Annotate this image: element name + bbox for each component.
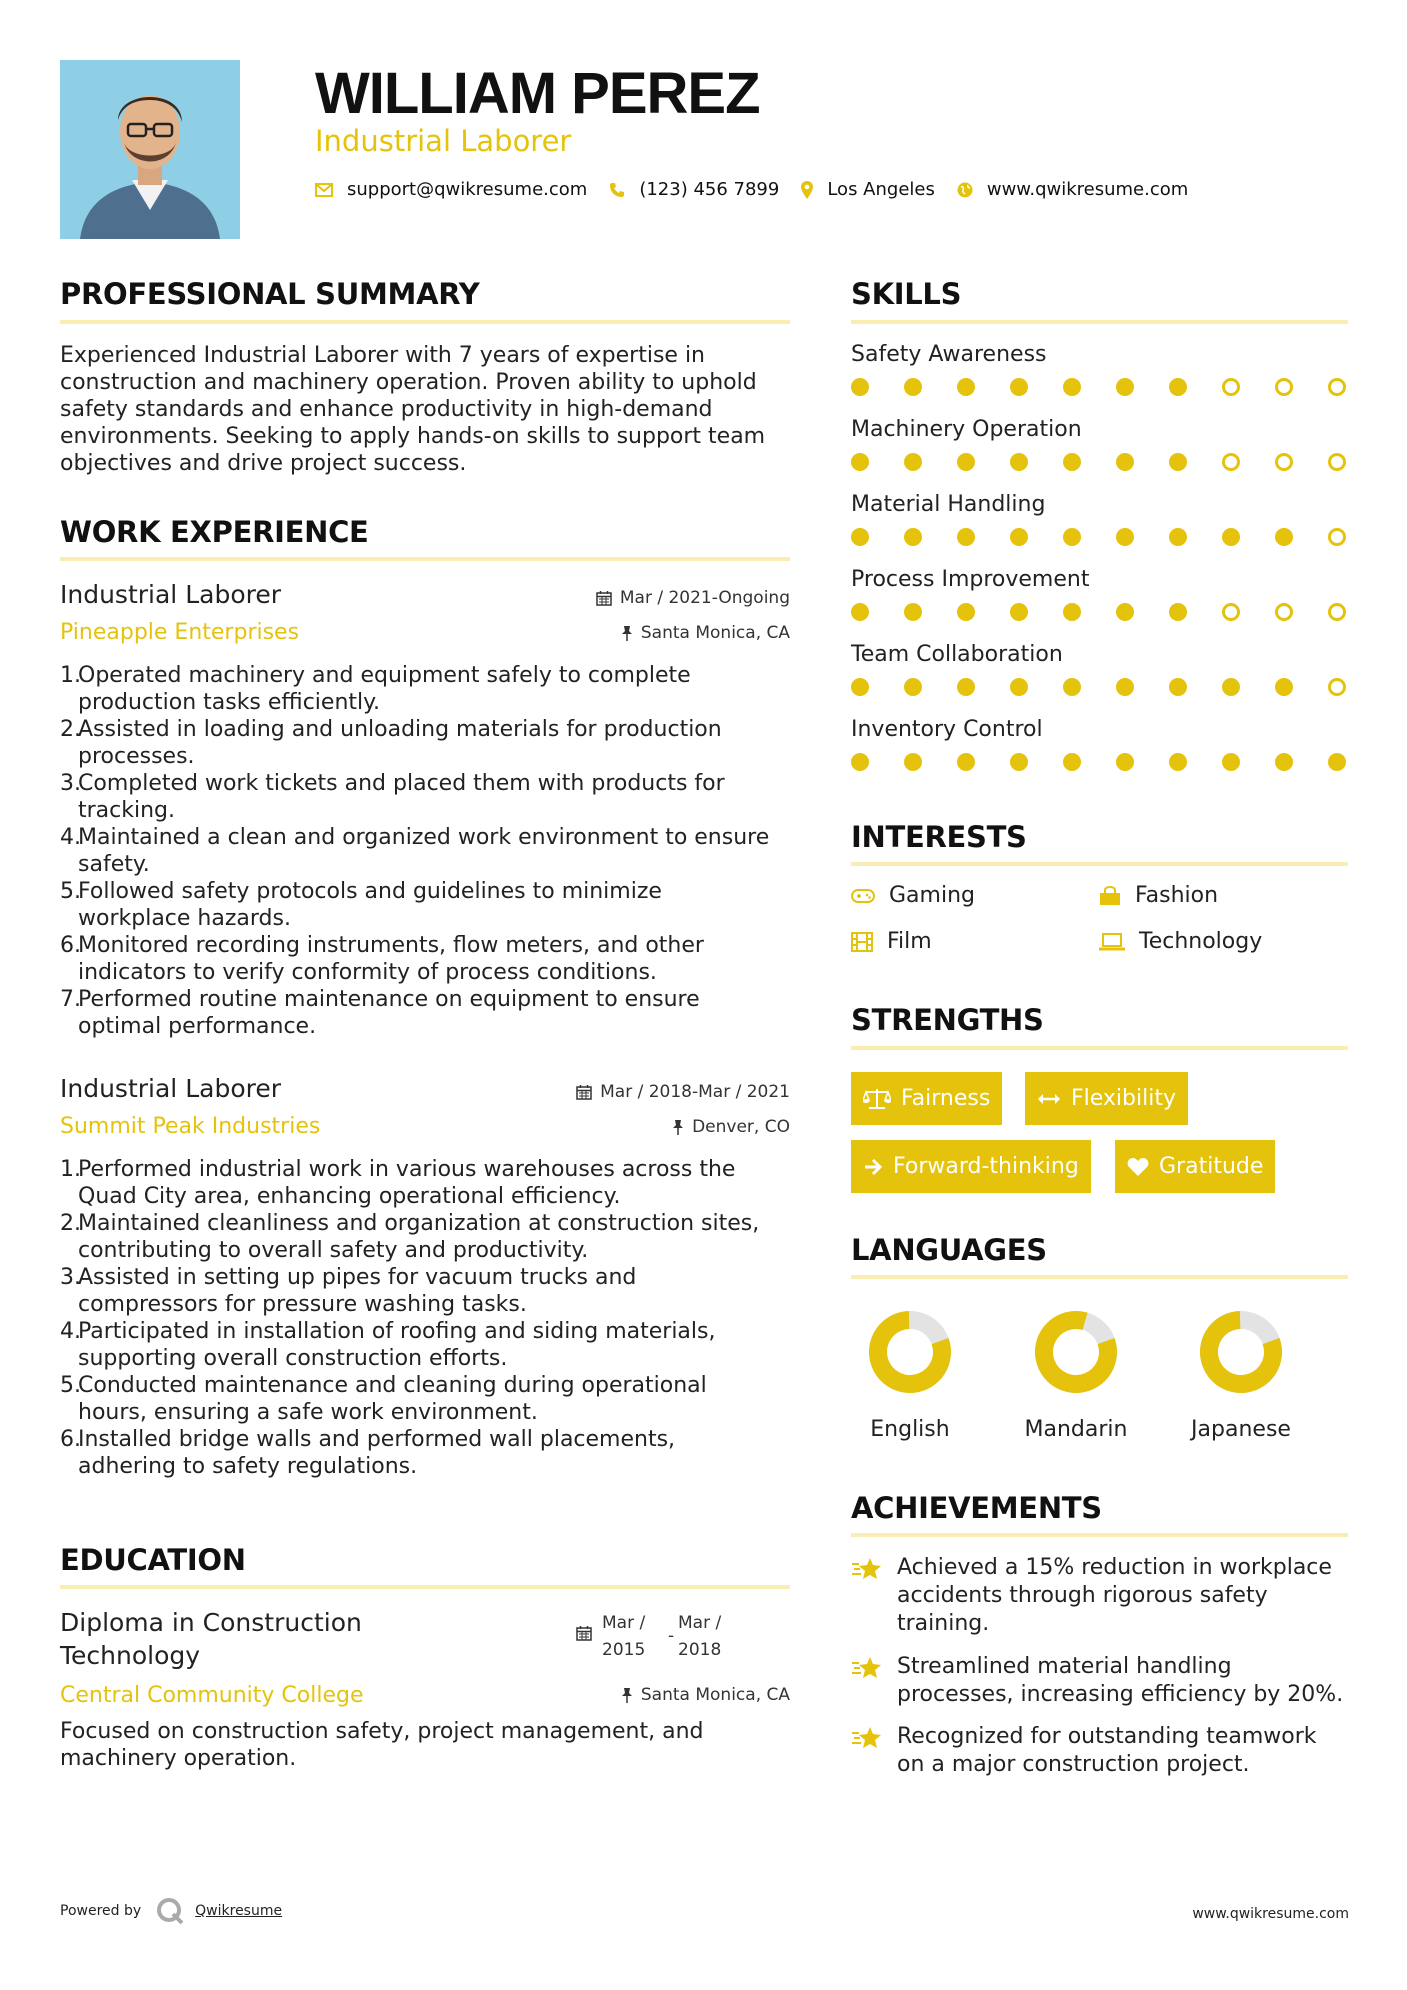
rating-dot-filled: [1010, 753, 1028, 771]
contact-website[interactable]: [957, 179, 1188, 200]
rating-dot-filled: [1169, 378, 1187, 396]
rating-dot-filled: [1222, 753, 1240, 771]
rating-dot-filled: [1010, 378, 1028, 396]
rating-dot-filled: [957, 378, 975, 396]
qwikresume-logo-icon: [155, 1896, 185, 1926]
rating-dot-filled: [1063, 378, 1081, 396]
job2-role: Industrial Laborer: [60, 1074, 281, 1103]
list-item: 4. Participated in installation of roofing and siding materials, supporting overall construction efforts.: [60, 1319, 716, 1371]
skill-label: Inventory Control: [851, 717, 1043, 742]
calendar-icon: [576, 1084, 592, 1100]
skill-rating: [851, 453, 1351, 473]
globe-icon: [957, 182, 973, 198]
rating-dot-filled: [1116, 378, 1134, 396]
skill-rating: [851, 603, 1351, 623]
rating-dot-filled: [851, 528, 869, 546]
rating-dot-empty: [1222, 453, 1240, 471]
language-proficiency-ring: [867, 1309, 953, 1395]
job1-duties: [60, 662, 805, 1040]
summary-text: Experienced Industrial Laborer with 7 years of expertise in construction and machinery operation. Proven ability to uphold safety standards and enhance productivity in high-demand environments. Seeking to apply hands-on skills to support team objectives and drive project success.: [60, 343, 766, 476]
strengths-rule: [851, 1046, 1348, 1050]
skill-item: [851, 492, 1351, 548]
footer-powered-by: [60, 1896, 282, 1926]
interest-gaming: [851, 883, 975, 908]
list-item: 6. Installed bridge walls and performed wall placements, adhering to safety regulations.: [60, 1427, 676, 1479]
edu-school: Central Community College: [60, 1683, 364, 1708]
list-item: 6. Monitored recording instruments, flow meters, and other indicators to verify conformity of process conditions.: [60, 933, 704, 985]
interest-technology: [1099, 929, 1262, 954]
rating-dot-empty: [1328, 528, 1346, 546]
job1-location: [621, 623, 790, 643]
star-award-icon: [851, 1556, 883, 1582]
interest-film: [851, 929, 932, 954]
rating-dot-empty: [1222, 378, 1240, 396]
rating-dot-empty: [1275, 378, 1293, 396]
strength-gratitude: [1115, 1140, 1275, 1193]
contact-location-text: Los Angeles: [827, 179, 935, 200]
pushpin-icon: [672, 1119, 684, 1135]
job1-location-text: Santa Monica, CA: [640, 623, 790, 643]
contact-phone-text: (123) 456 7899: [639, 179, 780, 200]
rating-dot-filled: [957, 678, 975, 696]
rating-dot-filled: [1222, 678, 1240, 696]
education-heading: EDUCATION: [60, 1543, 246, 1577]
skill-item: [851, 642, 1351, 698]
job2-location-text: Denver, CO: [692, 1117, 790, 1137]
edu-location-text: Santa Monica, CA: [640, 1685, 790, 1705]
contact-email-text: support@qwikresume.com: [347, 179, 588, 200]
language-proficiency-ring: [1033, 1309, 1119, 1395]
rating-dot-filled: [1010, 678, 1028, 696]
interests-rule: [851, 862, 1348, 866]
rating-dot-filled: [1275, 678, 1293, 696]
skill-rating: [851, 378, 1351, 398]
strength-label: Gratitude: [1159, 1154, 1264, 1179]
achievements-heading: ACHIEVEMENTS: [851, 1491, 1102, 1525]
rating-dot-filled: [1063, 678, 1081, 696]
interests-heading: INTERESTS: [851, 820, 1027, 854]
candidate-name: WILLIAM PEREZ: [315, 61, 760, 126]
strength-flexibility: [1025, 1072, 1188, 1125]
skill-label: Safety Awareness: [851, 342, 1047, 367]
rating-dot-empty: [1328, 678, 1346, 696]
skill-rating: [851, 528, 1351, 548]
interest-fashion: [1099, 883, 1218, 908]
rating-dot-filled: [1116, 528, 1134, 546]
interest-label: Film: [887, 929, 932, 954]
job1-dates-text: Mar / 2021-Ongoing: [619, 588, 790, 608]
language-item: [1171, 1309, 1311, 1442]
location-pin-icon: [801, 181, 813, 199]
list-item: 4. Maintained a clean and organized work environment to ensure safety.: [60, 825, 770, 877]
job2-duties: [60, 1156, 805, 1480]
rating-dot-filled: [957, 753, 975, 771]
rating-dot-filled: [957, 453, 975, 471]
job1-dates: [596, 588, 790, 608]
footer-website[interactable]: www.qwikresume.com: [1192, 1906, 1349, 1922]
rating-dot-filled: [851, 453, 869, 471]
strength-forward-thinking: [851, 1140, 1091, 1193]
rating-dot-filled: [1275, 753, 1293, 771]
rating-dot-filled: [851, 678, 869, 696]
rating-dot-empty: [1328, 453, 1346, 471]
rating-dot-filled: [957, 603, 975, 621]
rating-dot-filled: [904, 453, 922, 471]
contact-phone[interactable]: [609, 179, 779, 200]
summary-heading: PROFESSIONAL SUMMARY: [60, 277, 480, 311]
arrows-horizontal-icon: [1037, 1092, 1061, 1106]
shopping-bag-icon: [1099, 886, 1121, 906]
rating-dot-filled: [1169, 603, 1187, 621]
rating-dot-filled: [1063, 603, 1081, 621]
rating-dot-filled: [1169, 753, 1187, 771]
list-item: 2. Maintained cleanliness and organization at construction sites, contributing to overall safety and productivity.: [60, 1211, 760, 1263]
arrow-right-icon: [863, 1158, 883, 1176]
pushpin-icon: [621, 625, 633, 641]
qwikresume-link[interactable]: Qwikresume: [195, 1903, 283, 1919]
skill-rating: [851, 678, 1351, 698]
interest-label: Gaming: [889, 883, 975, 908]
strength-label: Forward-thinking: [893, 1154, 1079, 1179]
skill-label: Material Handling: [851, 492, 1046, 517]
strength-label: Fairness: [901, 1086, 991, 1111]
interest-label: Fashion: [1135, 883, 1219, 908]
rating-dot-filled: [1222, 528, 1240, 546]
rating-dot-filled: [851, 378, 869, 396]
star-award-icon: [851, 1725, 883, 1751]
job2-dates: [576, 1082, 790, 1102]
rating-dot-empty: [1275, 453, 1293, 471]
languages-rule: [851, 1275, 1348, 1279]
language-proficiency-ring: [1198, 1309, 1284, 1395]
rating-dot-filled: [1275, 528, 1293, 546]
rating-dot-filled: [904, 753, 922, 771]
skill-label: Team Collaboration: [851, 642, 1063, 667]
rating-dot-filled: [1116, 753, 1134, 771]
list-item: 3. Completed work tickets and placed them with products for tracking.: [60, 771, 725, 823]
profile-photo: [60, 60, 240, 239]
edu-location: [621, 1685, 790, 1705]
skill-item: [851, 717, 1351, 773]
rating-dot-filled: [1116, 453, 1134, 471]
interest-label: Technology: [1139, 929, 1263, 954]
skill-rating: [851, 753, 1351, 773]
rating-dot-filled: [851, 603, 869, 621]
candidate-title: Industrial Laborer: [315, 124, 572, 158]
rating-dot-empty: [1328, 603, 1346, 621]
rating-dot-filled: [904, 678, 922, 696]
star-award-icon: [851, 1655, 883, 1681]
rating-dot-filled: [904, 378, 922, 396]
education-rule: [60, 1585, 790, 1589]
rating-dot-empty: [1275, 603, 1293, 621]
rating-dot-filled: [1010, 603, 1028, 621]
list-item: 5. Conducted maintenance and cleaning during operational hours, ensuring a safe work environment.: [60, 1373, 707, 1425]
rating-dot-filled: [1169, 528, 1187, 546]
achievement-item: Recognized for outstanding teamwork on a major construction project.: [851, 1723, 1351, 1779]
job1-company: Pineapple Enterprises: [60, 620, 300, 645]
job2-dates-text: Mar / 2018-Mar / 2021: [600, 1082, 790, 1102]
skill-label: Machinery Operation: [851, 417, 1082, 442]
list-item: 2. Assisted in loading and unloading materials for production processes.: [60, 717, 722, 769]
rating-dot-filled: [1116, 678, 1134, 696]
rating-dot-filled: [1010, 528, 1028, 546]
work-rule: [60, 557, 790, 561]
achievement-item: Achieved a 15% reduction in workplace accidents through rigorous safety training.: [851, 1554, 1351, 1638]
language-label: English: [870, 1417, 950, 1442]
rating-dot-filled: [1169, 453, 1187, 471]
heart-icon: [1127, 1157, 1149, 1177]
pushpin-icon: [621, 1687, 633, 1703]
job2-location: [672, 1117, 790, 1137]
rating-dot-filled: [1010, 453, 1028, 471]
rating-dot-empty: [1328, 378, 1346, 396]
phone-icon: [609, 182, 625, 198]
language-label: Japanese: [1191, 1417, 1291, 1442]
skill-item: [851, 417, 1351, 473]
list-item: 1. Performed industrial work in various warehouses across the Quad City area, enhancing operational efficiency.: [60, 1157, 736, 1209]
edu-degree: Diploma in Construction Technology: [60, 1608, 362, 1670]
gamepad-icon: [851, 888, 875, 904]
summary-rule: [60, 320, 790, 324]
rating-dot-filled: [1169, 678, 1187, 696]
contact-email[interactable]: [315, 179, 587, 200]
rating-dot-filled: [957, 528, 975, 546]
job2-company: Summit Peak Industries: [60, 1114, 321, 1139]
list-item: 1. Operated machinery and equipment safely to complete production tasks efficiently.: [60, 663, 691, 715]
edu-description: Focused on construction safety, project management, and machinery operation.: [60, 1719, 704, 1771]
achievement-item: Streamlined material handling processes, increasing efficiency by 20%.: [851, 1653, 1351, 1709]
language-item: [840, 1309, 980, 1442]
skills-rule: [851, 320, 1348, 324]
rating-dot-filled: [904, 528, 922, 546]
laptop-icon: [1099, 933, 1125, 951]
strength-label: Flexibility: [1071, 1086, 1176, 1111]
language-item: [1006, 1309, 1146, 1442]
language-label: Mandarin: [1024, 1417, 1128, 1442]
balance-scale-icon: [863, 1088, 891, 1110]
work-heading: WORK EXPERIENCE: [60, 515, 369, 549]
calendar-icon: [596, 590, 612, 606]
list-item: 3. Assisted in setting up pipes for vacuum trucks and compressors for pressure washing tasks.: [60, 1265, 637, 1317]
achievements-rule: [851, 1533, 1348, 1537]
job1-role: Industrial Laborer: [60, 580, 281, 609]
contact-bar: [315, 179, 1210, 200]
rating-dot-filled: [1063, 453, 1081, 471]
film-icon: [851, 932, 873, 952]
rating-dot-filled: [904, 603, 922, 621]
edu-dates: Mar / 2015 - Mar / 2018: [576, 1610, 721, 1664]
rating-dot-empty: [1222, 603, 1240, 621]
rating-dot-filled: [1063, 528, 1081, 546]
powered-by-label: Powered by: [60, 1903, 142, 1919]
languages-heading: LANGUAGES: [851, 1233, 1047, 1267]
rating-dot-filled: [1063, 753, 1081, 771]
rating-dot-filled: [1328, 753, 1346, 771]
skill-item: [851, 342, 1351, 398]
calendar-icon: [576, 1625, 592, 1641]
list-item: 7. Performed routine maintenance on equipment to ensure optimal performance.: [60, 987, 700, 1039]
strength-fairness: [851, 1072, 1002, 1125]
skills-heading: SKILLS: [851, 277, 962, 311]
contact-website-text: www.qwikresume.com: [986, 179, 1189, 200]
contact-location: [801, 179, 935, 200]
skill-label: Process Improvement: [851, 567, 1090, 592]
rating-dot-filled: [851, 753, 869, 771]
strengths-heading: STRENGTHS: [851, 1003, 1044, 1037]
envelope-icon: [315, 183, 333, 197]
skill-item: [851, 567, 1351, 623]
rating-dot-filled: [1116, 603, 1134, 621]
list-item: 5. Followed safety protocols and guidelines to minimize workplace hazards.: [60, 879, 662, 931]
